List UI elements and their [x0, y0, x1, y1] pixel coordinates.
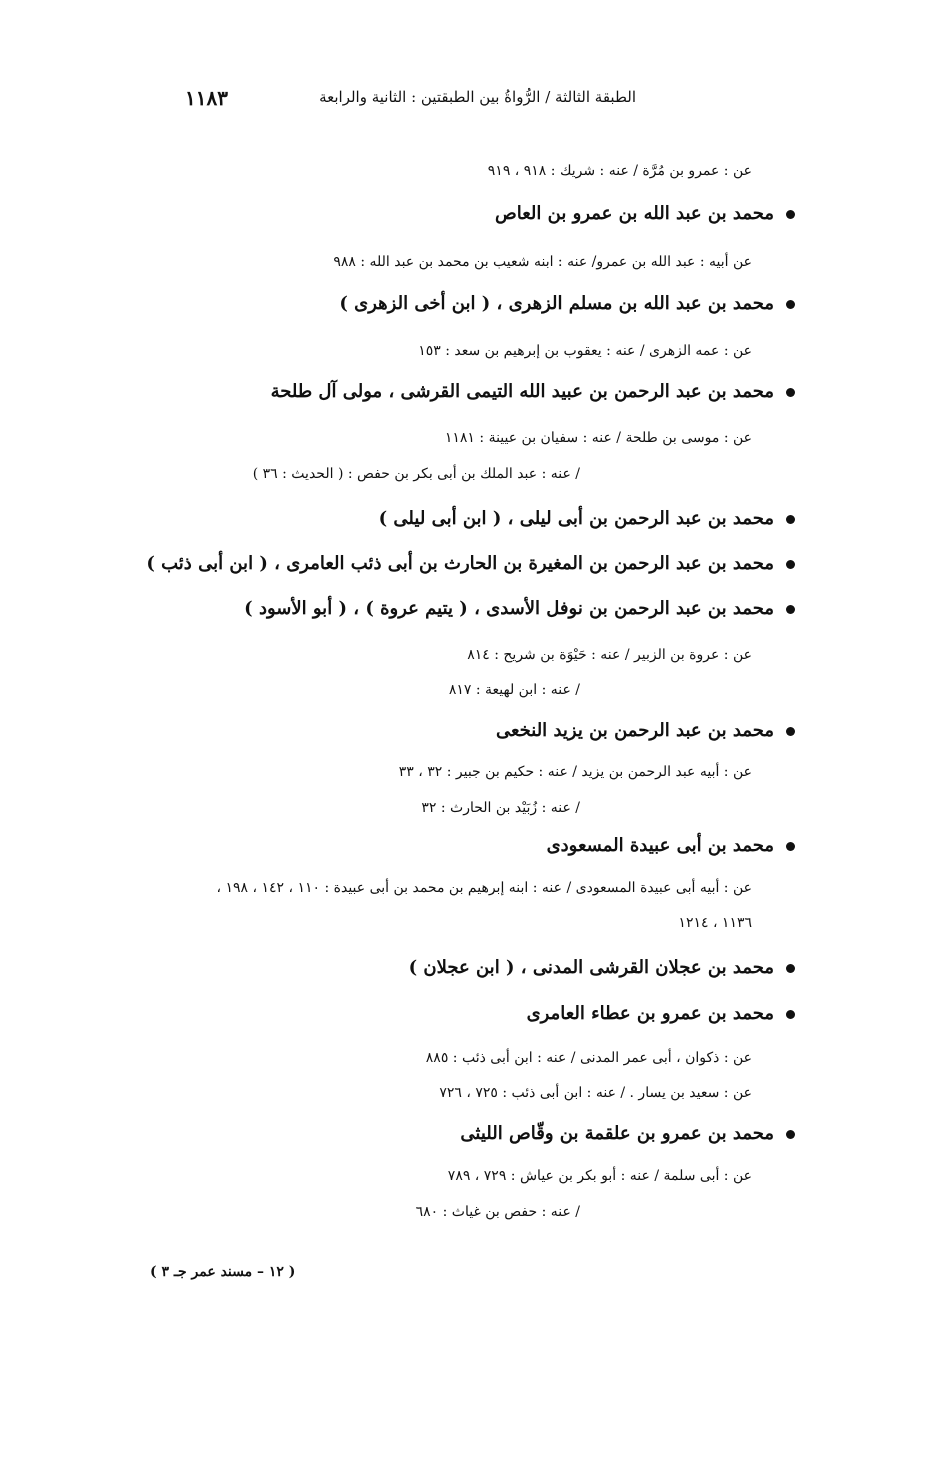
- bullet-icon: [786, 300, 795, 309]
- list-item: / عنه : حفص بن غياث : ٦٨٠: [415, 1204, 580, 1220]
- running-header: الطبقة الثالثة / الرُّواةُ بين الطبقتين : الثانية والرابعة: [319, 88, 636, 106]
- list-item: عن : أبى سلمة / عنه : أبو بكر بن عياش : ٧٢٩ ، ٧٨٩: [447, 1168, 752, 1184]
- list-item: عن أبيه : عبد الله بن عمرو/ عنه : ابنه شعيب بن محمد بن عبد الله : ٩٨٨: [333, 254, 752, 270]
- list-item: عن : سعيد بن يسار . / عنه : ابن أبى ذئب : ٧٢٥ ، ٧٢٦: [439, 1085, 752, 1101]
- list-item: عن : ذكوان ، أبى عمر المدنى / عنه : ابن أبى ذئب : ٨٨٥: [425, 1050, 752, 1066]
- entry-heading: محمد بن عبد الرحمن بن نوفل الأسدى ، ( يتيم عروة ) ، ( أبو الأسود ): [244, 598, 795, 619]
- list-item: عن : عروة بن الزبير / عنه : حَيْوَة بن شريح : ٨١٤: [467, 647, 752, 663]
- entry-heading: محمد بن عبد الرحمن بن أبى ليلى ، ( ابن أبى ليلى ): [379, 508, 795, 529]
- list-item: عن : أبيه أبى عبيدة المسعودى / عنه : ابنه إبرهيم بن محمد بن أبى عبيدة : ١١٠ ، ١٤٢ ، ١٩٨ ،: [216, 880, 752, 896]
- entry-heading: محمد بن عبد الرحمن بن يزيد النخعى: [496, 720, 795, 741]
- entry-heading: محمد بن أبى عبيدة المسعودى: [547, 835, 795, 856]
- entry-heading: محمد بن عجلان القرشى المدنى ، ( ابن عجلان ): [409, 957, 795, 978]
- bullet-icon: [786, 605, 795, 614]
- bullet-icon: [786, 388, 795, 397]
- list-item: عن : عمرو بن مُرَّة / عنه : شريك : ٩١٨ ، ٩١٩: [487, 163, 752, 179]
- bullet-icon: [786, 727, 795, 736]
- list-item: / عنه : ابن لهيعة : ٨١٧: [448, 682, 580, 698]
- entry-heading: محمد بن عبد الله بن عمرو بن العاص: [495, 203, 795, 224]
- entry-heading: محمد بن عبد الله بن مسلم الزهرى ، ( ابن أخى الزهرى ): [339, 293, 795, 314]
- list-item: عن : أبيه عبد الرحمن بن يزيد / عنه : حكيم بن جبير : ٣٢ ، ٣٣: [398, 764, 752, 780]
- bullet-icon: [786, 1010, 795, 1019]
- list-item: / عنه : عبد الملك بن أبى بكر بن حفص : ( الحديث : ٣٦ ): [252, 466, 580, 482]
- list-item: / عنه : زُبَيْد بن الحارث : ٣٢: [421, 800, 580, 816]
- bullet-icon: [786, 964, 795, 973]
- bullet-icon: [786, 1130, 795, 1139]
- page-number: ١١٨٣: [185, 86, 228, 110]
- entry-heading: محمد بن عمرو بن علقمة بن وقّاص الليثى: [460, 1123, 795, 1144]
- bullet-icon: [786, 842, 795, 851]
- entry-heading: محمد بن عمرو بن عطاء العامرى: [527, 1003, 795, 1024]
- list-item: عن : موسى بن طلحة / عنه : سفيان بن عيينة : ١١٨١: [444, 430, 752, 446]
- bullet-icon: [786, 515, 795, 524]
- bullet-icon: [786, 210, 795, 219]
- list-item: عن : عمه الزهرى / عنه : يعقوب بن إبرهيم بن سعد : ١٥٣: [418, 343, 752, 359]
- list-item: ١١٣٦ ، ١٢١٤: [678, 915, 752, 931]
- entry-heading: محمد بن عبد الرحمن بن المغيرة بن الحارث بن أبى ذئب العامرى ، ( ابن أبى ذئب ): [146, 553, 795, 574]
- entry-heading: محمد بن عبد الرحمن بن عبيد الله التيمى القرشى ، مولى آل طلحة: [271, 381, 795, 402]
- footnote: ( ١٢ – مسند عمر جـ ٣ ): [150, 1264, 296, 1280]
- bullet-icon: [786, 560, 795, 569]
